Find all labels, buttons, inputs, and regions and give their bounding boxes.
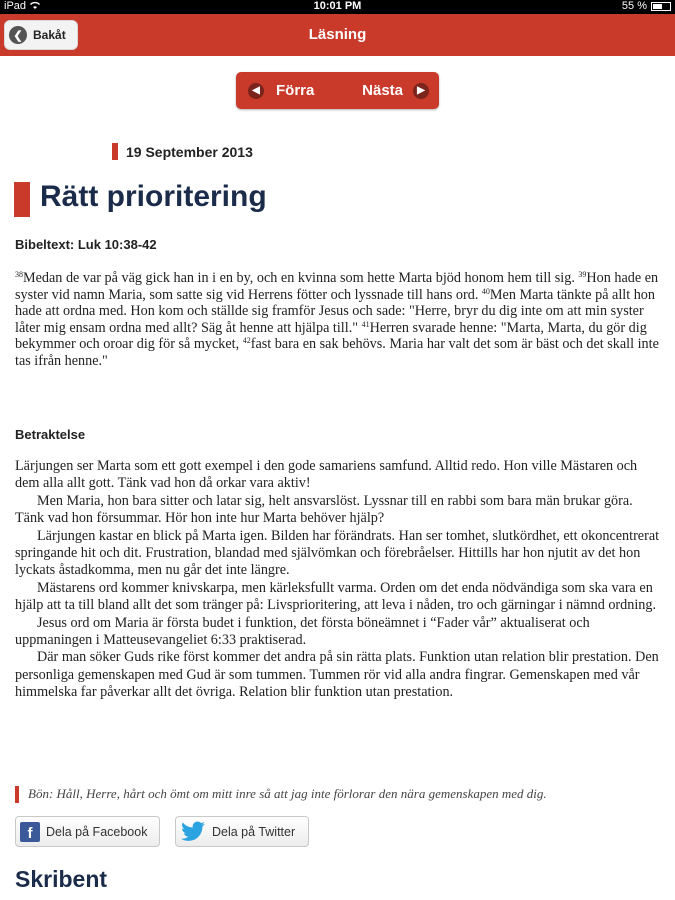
share-twitter-button[interactable] [175,816,309,847]
verse-number: 38 [15,270,23,279]
paragraph: Där man söker Guds rike först kommer det andra på sin rätta plats. Funktion utan relation blir prestation. Den personliga gemenskapen med Gud är som tummen. Tummen rör vid alla andra fingrar. Gemenskapen med vår himmelska far påverkar allt det övriga. Relation blir funktion utan prestation. [15,649,659,701]
verse-text: fast bara en sak behövs. Maria har valt det som är bäst och det skall inte tas ifrån henne." [15,336,659,369]
verse-number: 42 [242,336,251,346]
prayer-text: Bön: Håll, Herre, hårt och ömt om mitt inre så att jag inte förlorar den nära gemenskapen med dig. [28,786,547,801]
verse-text: Medan de var på väg gick han in i en by, och en kvinna som hette Marta bjöd honom hem till sig. [23,270,575,286]
twitter-icon [180,821,206,843]
paragraph: Jesus ord om Maria är första budet i funktion, det första böneämnet i “Fader vår” aktualiserat och uppmaningen i Matteusevangeliet 6:33 praktiserad. [15,614,590,649]
back-button-label: Bakåt [33,28,66,42]
paragraph: Mästarens ord kommer knivskarpa, men kärleksfullt varma. Orden om det enda nödvändiga som ska vara en hjälp att ta till bland allt det som tränger på: Livsprioritering, att leva i nåden, tro och gärningar i nämnd ordning. [15,579,657,614]
prev-button[interactable] [248,72,314,109]
author-heading: Skribent [15,866,108,892]
share-facebook-label: Dela på Facebook [46,824,148,839]
title-accent [14,182,30,217]
prev-label: Förra [276,82,315,99]
reflection-heading: Betraktelse [15,427,86,442]
device-label: iPad [4,0,41,12]
scripture-text [15,270,660,370]
paragraph: Lärjungen kastar en blick på Marta igen. Bilden har förändrats. Han ser tomhet, slutkördhet, ett okoncentrerat springande hit och dit. Frustration, blandad med självömkan och förebråelser. Hittills har hon njutit av det hon lyckats åstadkomma, men nu går det inte längre. [15,527,660,579]
pager [236,72,439,109]
back-arrow-icon: ❮ [9,26,27,44]
verse-text: Men Marta tänkte på allt hon hade att ordna med. Hon kom och ställde sig framför Jesus och sade: "Herre, bryr du dig inte om att min syster låter mig ensam ordna med allt? Säg åt henne att hjälpa till." [15,286,655,336]
prayer-accent [15,786,19,803]
next-button[interactable] [362,72,429,109]
status-bar [0,0,675,14]
clock: 10:01 PM [313,0,362,12]
next-label: Nästa [362,82,403,99]
paragraph: Lärjungen ser Marta som ett gott exempel i den gode samariens samfund. Alltid redo. Hon ville Mästaren och dem alla allt gott. Tänk vad hon då orkar vara aktiv! [15,458,638,492]
chevron-left-icon: ◀ [248,83,264,99]
verse-text: Hon hade en syster vid namn Maria, som satte sig vid Herrens fötter och lyssnade till hans ord. [15,270,659,303]
battery-status: 55 % [622,0,671,12]
verse-number: 40 [481,286,490,296]
nav-title: Läsning [308,26,367,43]
paragraph: Men Maria, hon bara sitter och latar sig, helt ansvarslöst. Lyssnar till en rabbi som bara män brukar göra. Tänk vad hon försummar. Hör hon inte hur Marta behöver hjälp? [15,492,633,527]
chevron-right-icon: ▶ [413,83,429,99]
date-accent [112,143,118,160]
share-twitter-label: Dela på Twitter [212,824,296,839]
verse-text: Herren svarade henne: "Marta, Marta, du gör dig bekymmer och oroar dig för så mycket, [15,319,647,353]
battery-icon [651,2,671,11]
bible-reference: Bibeltext: Luk 10:38-42 [15,237,157,252]
verse-number: 41 [361,319,370,329]
facebook-icon: f [20,822,40,842]
page-title: Rätt prioritering [40,180,267,213]
reflection-text [15,458,660,702]
article-date: 19 September 2013 [126,144,253,160]
nav-bar [0,14,675,56]
verse-number: 39 [578,270,587,279]
share-facebook-button[interactable] [15,816,160,847]
